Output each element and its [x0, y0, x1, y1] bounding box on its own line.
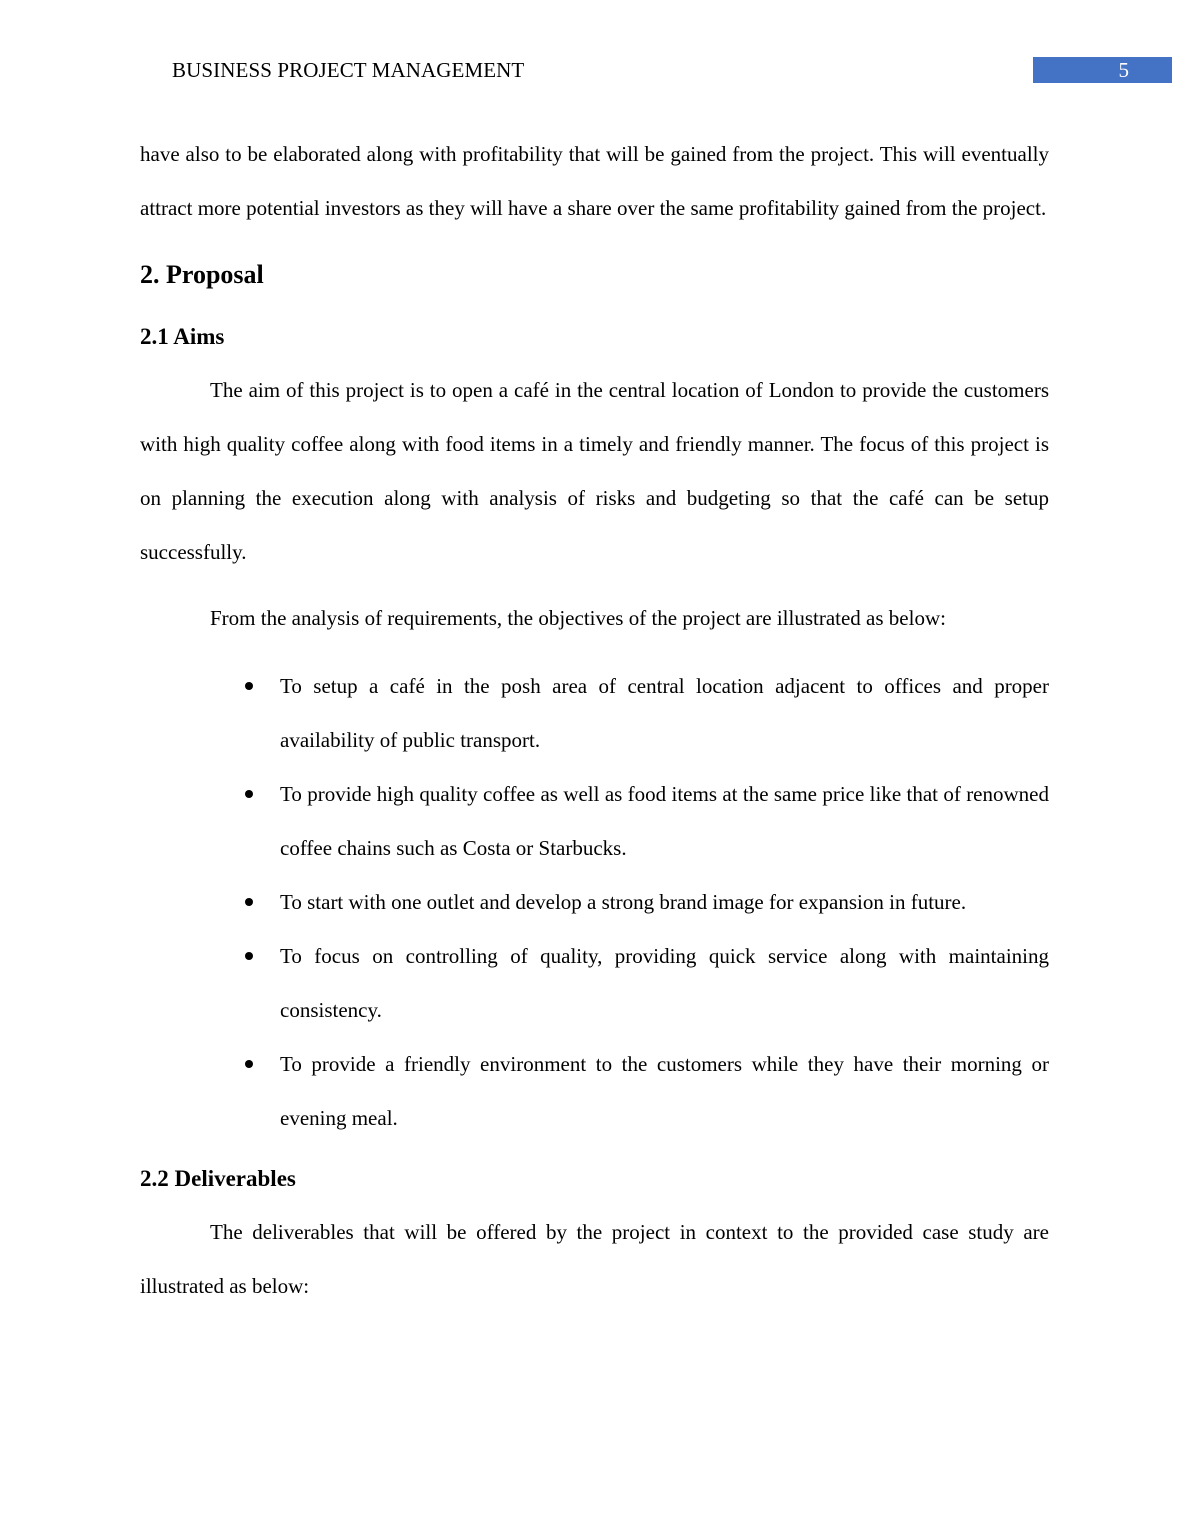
objective-text: To start with one outlet and develop a strong brand image for expansion in future.	[280, 890, 967, 914]
subsection-heading-aims: 2.1 Aims	[140, 324, 225, 349]
running-header-title: BUSINESS PROJECT MANAGEMENT	[172, 58, 525, 82]
bullet-icon	[245, 682, 253, 690]
page-number: 5	[1118, 58, 1129, 82]
objective-text: To setup a café in the posh area of central location adjacent to offices and proper availability of public transport.	[280, 674, 1049, 752]
bullet-icon	[245, 952, 253, 960]
objectives-list	[140, 659, 1049, 1145]
objective-text: To provide a friendly environment to the customers while they have their morning or evening meal.	[280, 1052, 1049, 1130]
page-number-badge	[1033, 57, 1172, 83]
aims-paragraph: The aim of this project is to open a café in the central location of London to provide the customers with high quality coffee along with food items in a timely and friendly manner. The focus of this project is on planning the execution along with analysis of risks and budgeting so that the café can be setup successfully.	[140, 378, 1049, 564]
list-item	[280, 929, 1049, 1037]
objective-text: To provide high quality coffee as well as food items at the same price like that of renowned coffee chains such as Costa or Starbucks.	[280, 782, 1049, 860]
bullet-icon	[245, 898, 253, 906]
list-item	[280, 875, 1049, 929]
list-item	[280, 659, 1049, 767]
list-item	[280, 1037, 1049, 1145]
objective-text: To focus on controlling of quality, providing quick service along with maintaining consistency.	[280, 944, 1049, 1022]
continuation-paragraph: have also to be elaborated along with profitability that will be gained from the project. This will eventually attract more potential investors as they will have a share over the same profitability gained from the project.	[140, 142, 1049, 220]
subsection-heading-deliverables: 2.2 Deliverables	[140, 1166, 296, 1191]
bullet-icon	[245, 790, 253, 798]
deliverables-paragraph: The deliverables that will be offered by the project in context to the provided case study are illustrated as below:	[140, 1220, 1049, 1298]
objectives-intro: From the analysis of requirements, the objectives of the project are illustrated as below:	[210, 606, 946, 630]
list-item	[280, 767, 1049, 875]
bullet-icon	[245, 1060, 253, 1068]
section-heading-proposal: 2. Proposal	[140, 260, 264, 289]
document-body	[140, 127, 1049, 1313]
